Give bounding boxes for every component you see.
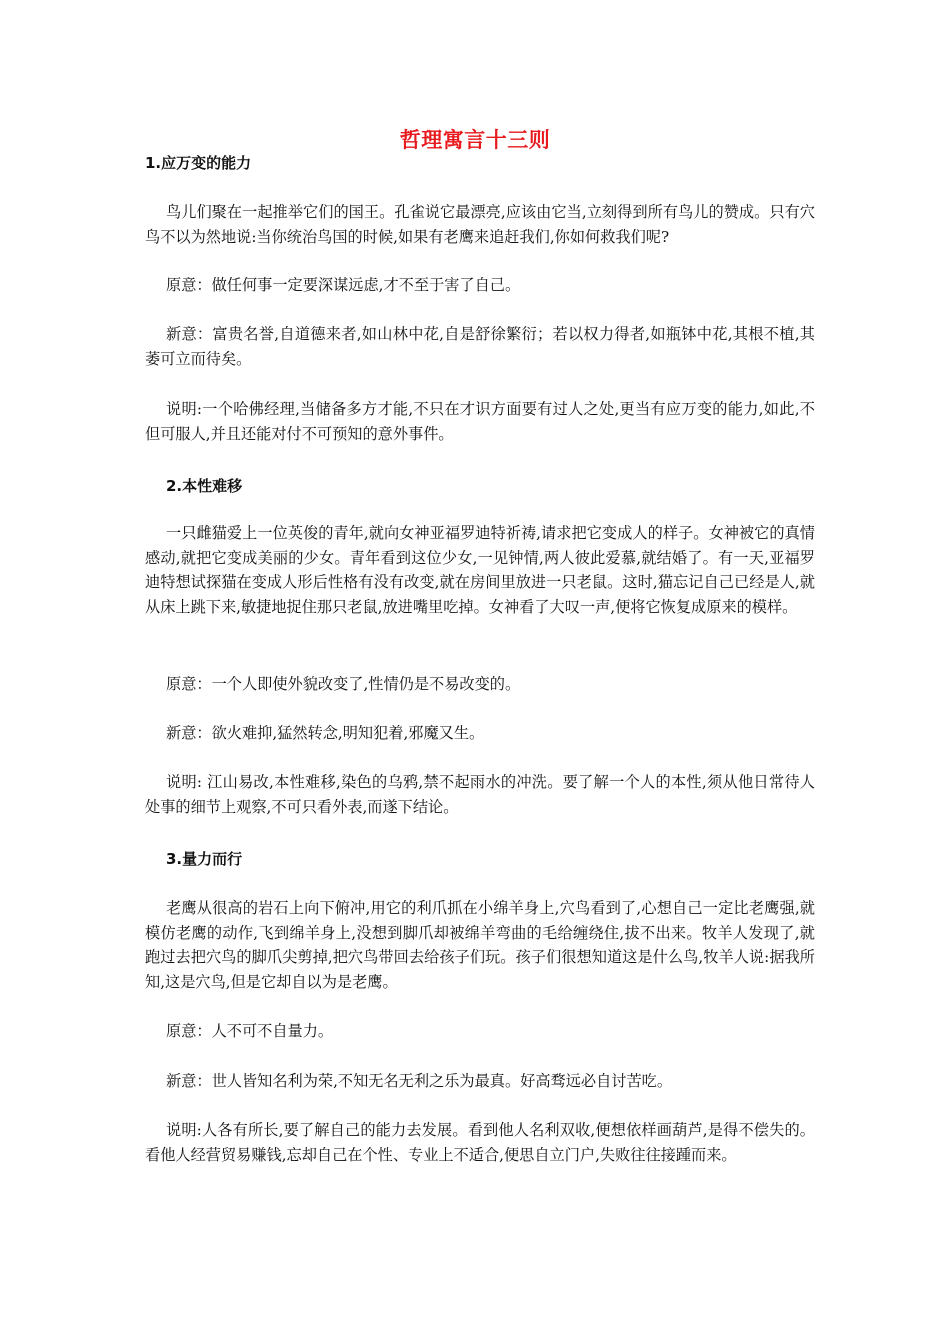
section-1-note: 说明:一个哈佛经理,当储备多方才能,不只在才识方面要有过人之处,更当有应万变的能力,如此,不但可服人,并且还能对付不可预知的意外事件。 xyxy=(145,400,815,443)
section-heading-3: 3.量力而行 xyxy=(166,850,243,868)
section-2-story: 一只雌猫爱上一位英俊的青年,就向女神亚福罗迪特祈祷,请求把它变成人的样子。女神被它的真情感动,就把它变成美丽的少女。青年看到这位少女,一见钟情,两人彼此爱慕,就结婚了。有一天,亚福罗迪特想试探猫在变成人形后性格有没有改变,就在房间里放进一只老鼠。这时,猫忘记自己已经是人,就从床上跳下来,敏捷地捉住那只老鼠,放进嘴里吃掉。女神看了大叹一声,便将它恢复成原来的模样。 xyxy=(145,524,815,616)
section-2-note: 说明: 江山易改,本性难移,染色的乌鸦,禁不起雨水的冲洗。要了解一个人的本性,须从他日常待人处事的细节上观察,不可只看外表,而遂下结论。 xyxy=(145,773,815,816)
section-3-new-meaning: 新意：世人皆知名利为荣,不知无名无利之乐为最真。好高骛远必自讨苦吃。 xyxy=(166,1072,673,1090)
section-1-original-meaning: 原意：做任何事一定要深谋远虑,才不至于害了自己。 xyxy=(166,276,521,294)
section-heading-2: 2.本性难移 xyxy=(166,477,243,495)
section-heading-1: 1.应万变的能力 xyxy=(145,154,252,172)
section-3-note: 说明:人各有所长,要了解自己的能力去发展。看到他人名利双收,便想依样画葫芦,是得不偿失的。看他人经营贸易赚钱,忘却自己在个性、专业上不适合,便思自立门户,失败往往接踵而来。 xyxy=(145,1121,815,1164)
document-title: 哲理寓言十三则 xyxy=(399,127,551,152)
section-1-new-meaning: 新意：富贵名誉,自道德来者,如山林中花,自是舒徐繁衍；若以权力得者,如瓶钵中花,其根不植,其萎可立而待矣。 xyxy=(145,325,815,368)
section-1-story: 鸟儿们聚在一起推举它们的国王。孔雀说它最漂亮,应该由它当,立刻得到所有鸟儿的赞成。只有穴鸟不以为然地说:当你统治鸟国的时候,如果有老鹰来追赶我们,你如何救我们呢? xyxy=(145,203,815,246)
section-2-new-meaning: 新意：欲火难抑,猛然转念,明知犯着,邪魔又生。 xyxy=(166,724,485,742)
section-2-original-meaning: 原意：一个人即使外貌改变了,性情仍是不易改变的。 xyxy=(166,675,521,693)
section-3-original-meaning: 原意：人不可不自量力。 xyxy=(166,1022,334,1040)
section-3-story: 老鹰从很高的岩石上向下俯冲,用它的利爪抓在小绵羊身上,穴鸟看到了,心想自己一定比老鹰强,就模仿老鹰的动作,飞到绵羊身上,没想到脚爪却被绵羊弯曲的毛给缠绕住,拔不出来。牧羊人发现了,就跑过去把穴鸟的脚爪尖剪掉,把穴鸟带回去给孩子们玩。孩子们很想知道这是什么鸟,牧羊人说:据我所知,这是穴鸟,但是它却自以为是老鹰。 xyxy=(145,899,815,991)
